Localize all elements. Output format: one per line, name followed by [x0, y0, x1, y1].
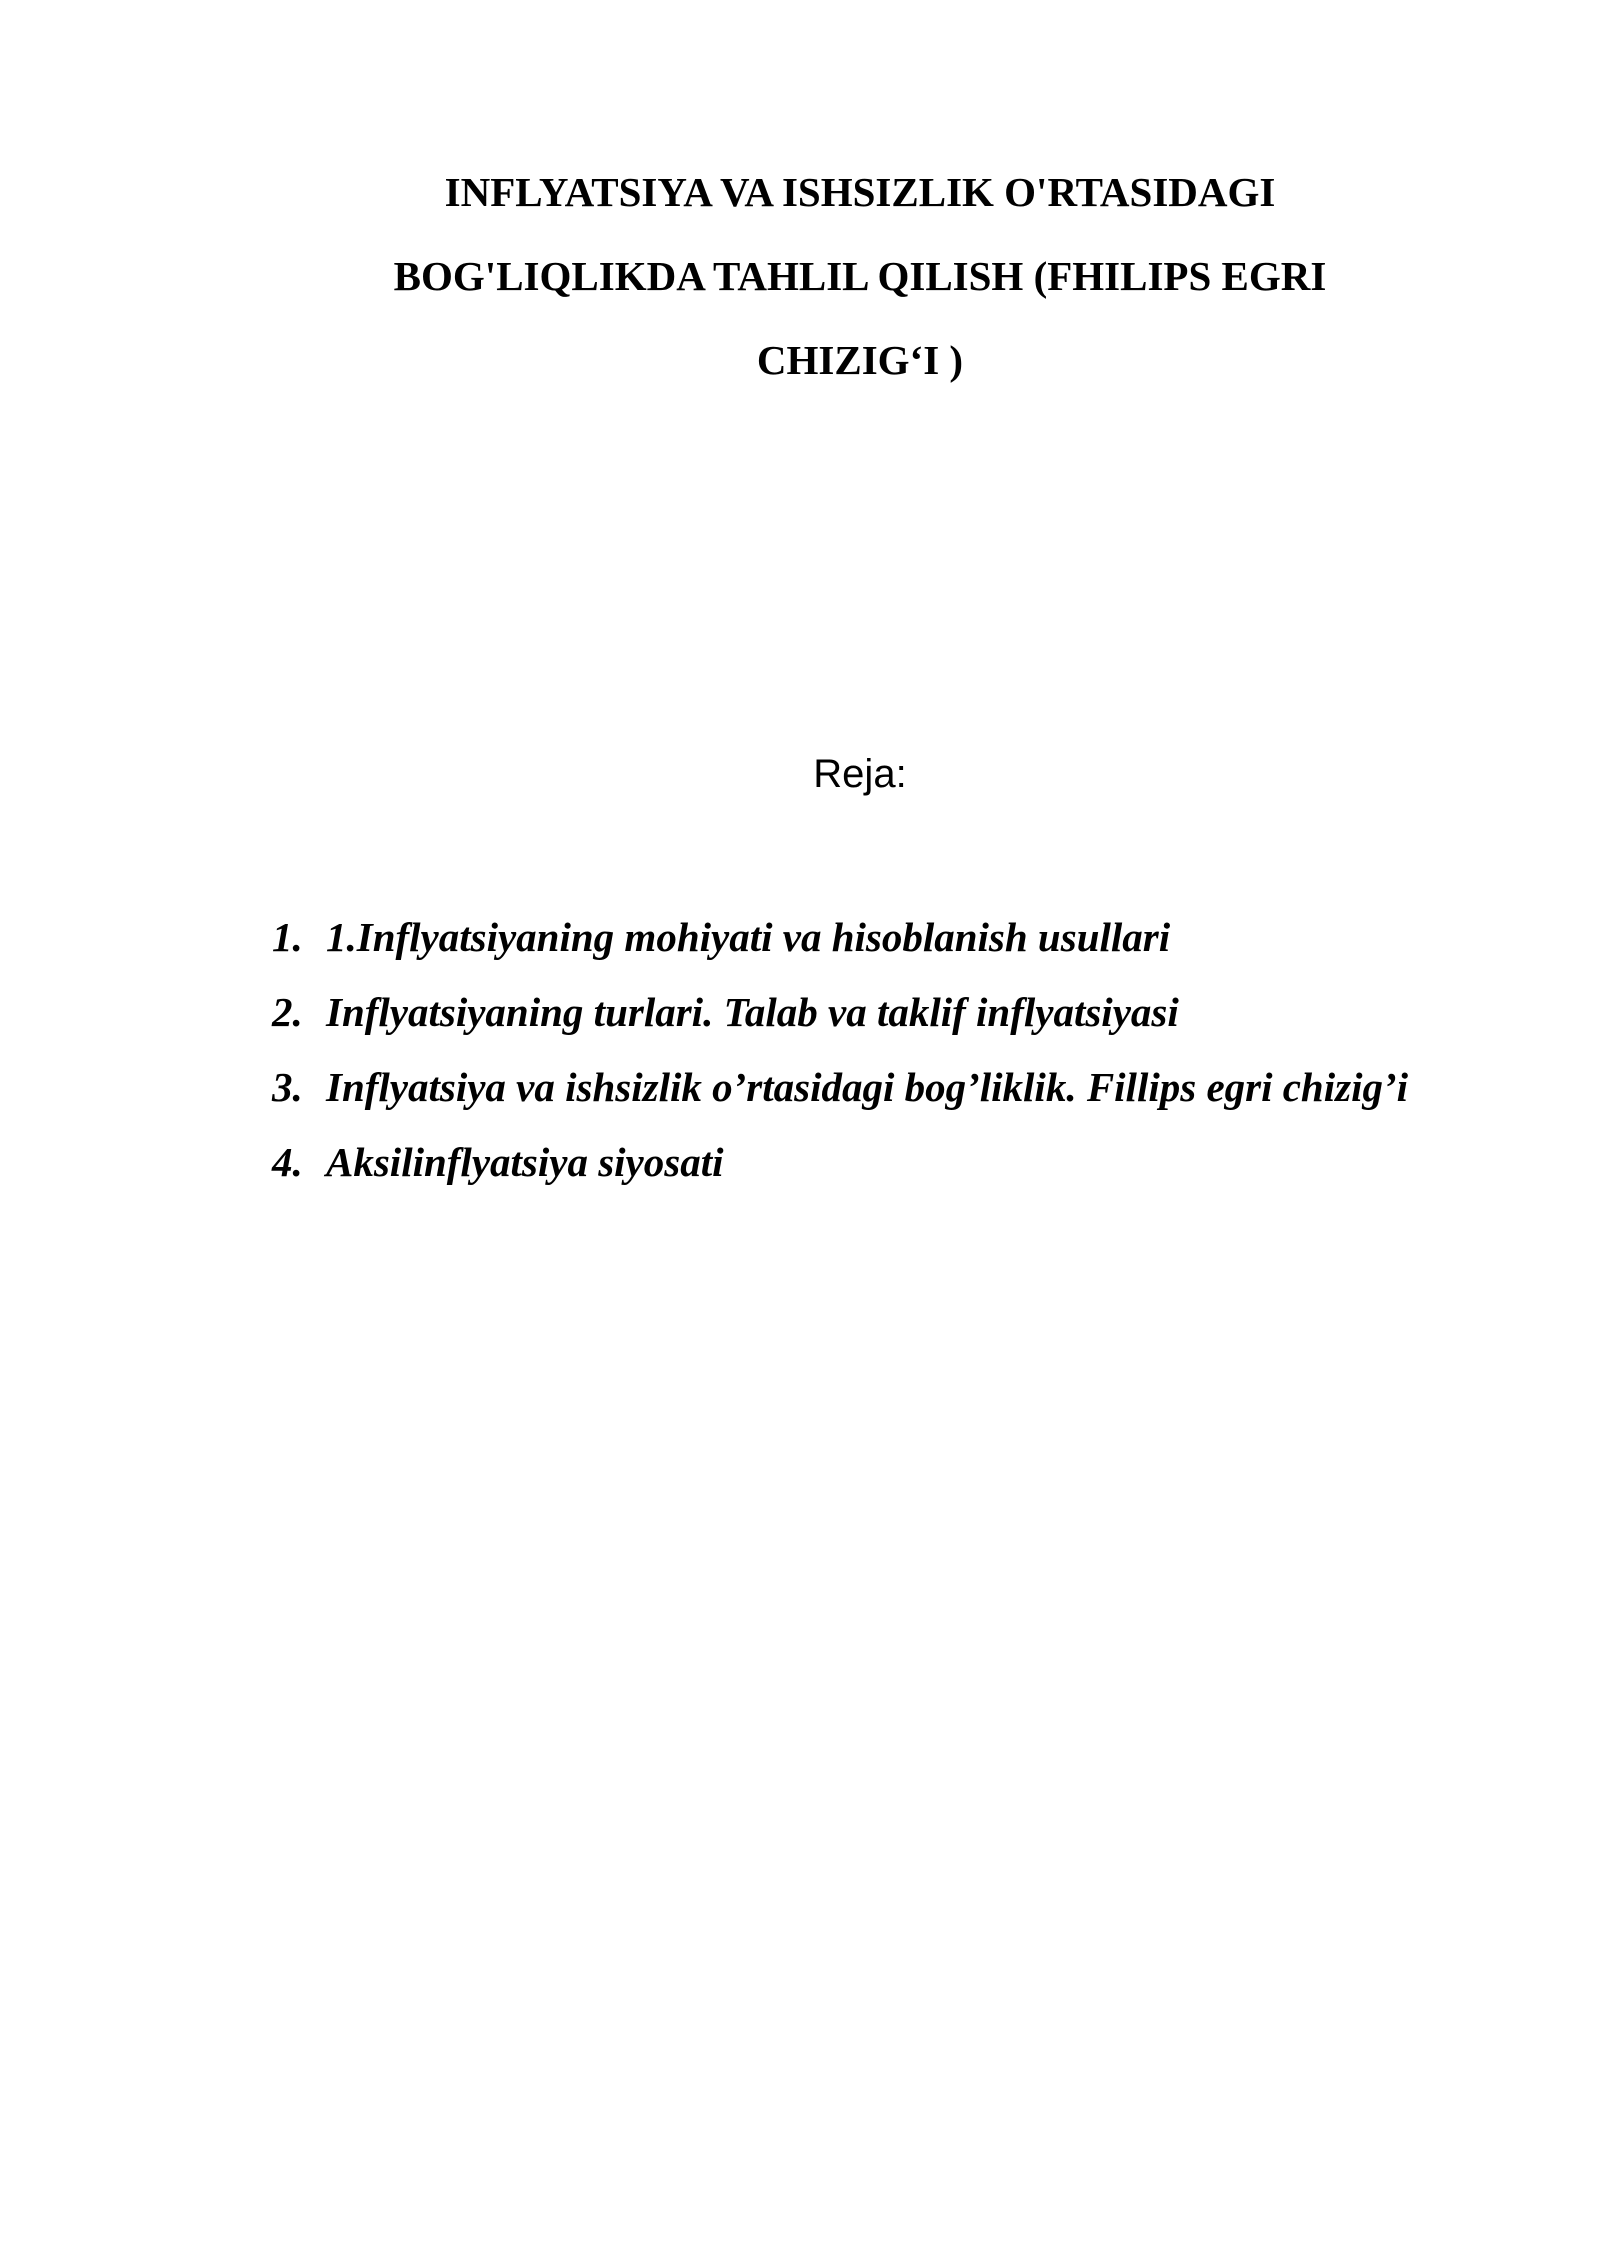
plan-item-text: Inflyatsiya va ishsizlik o’rtasidagi bog’liklik. Fillips egri chizig’i [326, 1064, 1409, 1110]
plan-item-text: Inflyatsiyaning turlari. Talab va taklif inflyatsiyasi [326, 989, 1179, 1035]
plan-item-number: 3. [272, 1064, 303, 1110]
plan-item [272, 900, 1408, 975]
plan-heading: Reja: [813, 752, 907, 796]
plan-item-text: 1.Inflyatsiyaning mohiyati va hisoblanish usullari [326, 914, 1171, 960]
plan-item [272, 1125, 1408, 1200]
plan-item-text: Aksilinflyatsiya siyosati [326, 1139, 724, 1185]
plan-item [272, 975, 1408, 1050]
plan-item-number: 1. [272, 914, 303, 960]
title-line: CHIZIG‘I ) [756, 337, 964, 383]
plan-item-number: 4. [272, 1139, 303, 1185]
plan-list [272, 900, 1408, 1200]
plan-item-number: 2. [272, 989, 303, 1035]
title-line: BOG'LIQLIKDA TAHLIL QILISH (FHILIPS EGRI [393, 253, 1327, 299]
title-line: INFLYATSIYA VA ISHSIZLIK O'RTASIDAGI [444, 169, 1276, 215]
plan-item [272, 1050, 1408, 1125]
document-title [260, 150, 1460, 402]
